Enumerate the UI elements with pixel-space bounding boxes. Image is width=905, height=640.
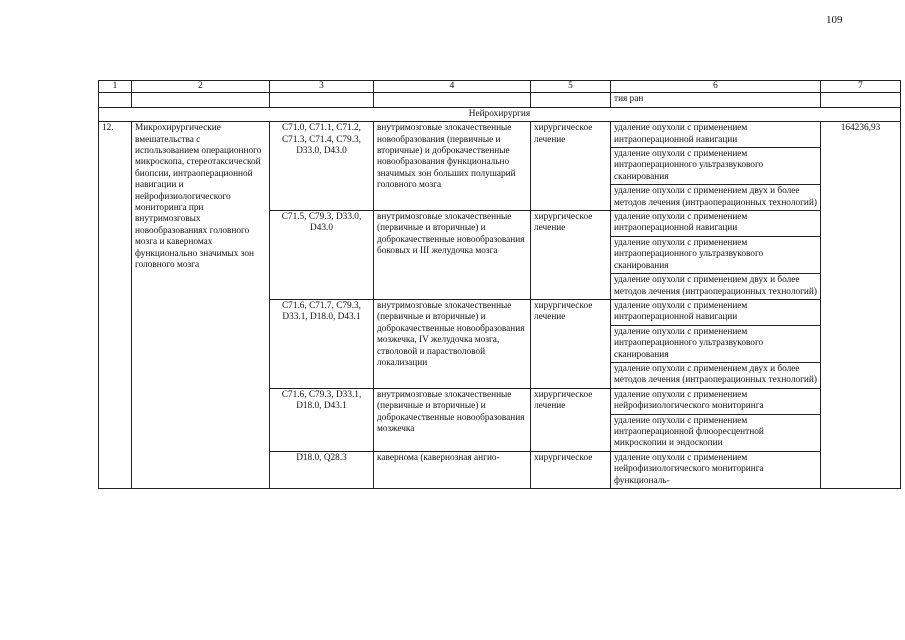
treatment-type: хирургическое лечение [531, 122, 611, 211]
treatment-method: удаление опухоли с применением интраоперационного ультразвукового сканирования [611, 236, 821, 273]
icd-codes: C71.6, C79.3, D33.1, D18.0, D43.1 [270, 388, 374, 451]
treatment-type: хирургическое лечение [531, 299, 611, 388]
treatment-type: хирургическое лечение [531, 388, 611, 451]
col-number-2: 2 [132, 81, 270, 93]
diagnosis: внутримозговые злокачественные (первичные и вторичные) и доброкачественные новообразования мозжечка, IV желудочка мозга, стволовой и парастволовой локализации [374, 299, 531, 388]
diagnosis: внутримозговые злокачественные (первичные и вторичные) и доброкачественные новообразования мозжечка [374, 388, 531, 451]
continuation-cell: тия ран [611, 93, 821, 107]
icd-codes: D18.0, Q28.3 [270, 451, 374, 488]
treatment-method: удаление опухоли с применением интраоперационной навигации [611, 122, 821, 148]
icd-codes: C71.0, C71.1, C71.2, C71.3, C71.4, C79.3, D33.0, D43.0 [270, 122, 374, 211]
section-row [99, 107, 901, 121]
column-number-row [99, 81, 901, 93]
col-number-6: 6 [611, 81, 821, 93]
col-number-4: 4 [374, 81, 531, 93]
diagnosis: кавернома (кавернозная ангио- [374, 451, 531, 488]
row-number: 12. [99, 122, 132, 489]
document-table [98, 80, 901, 489]
treatment-method: удаление опухоли с применением нейрофизиологического мониторинга [611, 388, 821, 414]
section-title: Нейрохирургия [99, 107, 901, 121]
treatment-method: удаление опухоли с применением интраоперационной флюоресцентной микроскопии и эндоскопии [611, 414, 821, 451]
intervention-name: Микрохирургические вмешательства с использованием операционного микроскопа, стереотаксической биопсии, интраоперационной навигации и нейрофизиологического мониторинга при внутримозговых новообразованиях головного мозга и каверномах функционально значимых зон головного мозга [132, 122, 270, 489]
page-number: 109 [826, 14, 843, 26]
cost-value: 164236,93 [821, 122, 901, 489]
diagnosis: внутримозговые злокачественные (первичные и вторичные) и доброкачественные новообразования боковых и III желудочка мозга [374, 211, 531, 300]
treatment-method: удаление опухоли с применением двух и более методов лечения (интраоперационных технологий) [611, 362, 821, 388]
treatment-type: хирургическое [531, 451, 611, 488]
treatment-method: удаление опухоли с применением интраоперационного ультразвукового сканирования [611, 148, 821, 185]
icd-codes: C71.6, C71.7, C79.3, D33.1, D18.0, D43.1 [270, 299, 374, 388]
icd-codes: C71.5, C79.3, D33.0, D43.0 [270, 211, 374, 300]
col-number-7: 7 [821, 81, 901, 93]
treatment-method: удаление опухоли с применением нейрофизиологического мониторинга функциональ- [611, 451, 821, 488]
treatment-method: удаление опухоли с применением двух и более методов лечения (интраоперационных технологий) [611, 185, 821, 211]
treatment-method: удаление опухоли с применением двух и более методов лечения (интраоперационных технологий) [611, 274, 821, 300]
treatment-type: хирургическое лечение [531, 211, 611, 300]
col-number-5: 5 [531, 81, 611, 93]
treatment-method: удаление опухоли с применением интраоперационного ультразвукового сканирования [611, 325, 821, 362]
continuation-row [99, 93, 901, 107]
treatment-method: удаление опухоли с применением интраоперационной навигации [611, 299, 821, 325]
treatment-method: удаление опухоли с применением интраоперационной навигации [611, 211, 821, 237]
table-row [99, 122, 901, 148]
diagnosis: внутримозговые злокачественные новообразования (первичные и вторичные) и доброкачественные новообразования функционально значимых зон больших полушарий головного мозга [374, 122, 531, 211]
col-number-1: 1 [99, 81, 132, 93]
col-number-3: 3 [270, 81, 374, 93]
